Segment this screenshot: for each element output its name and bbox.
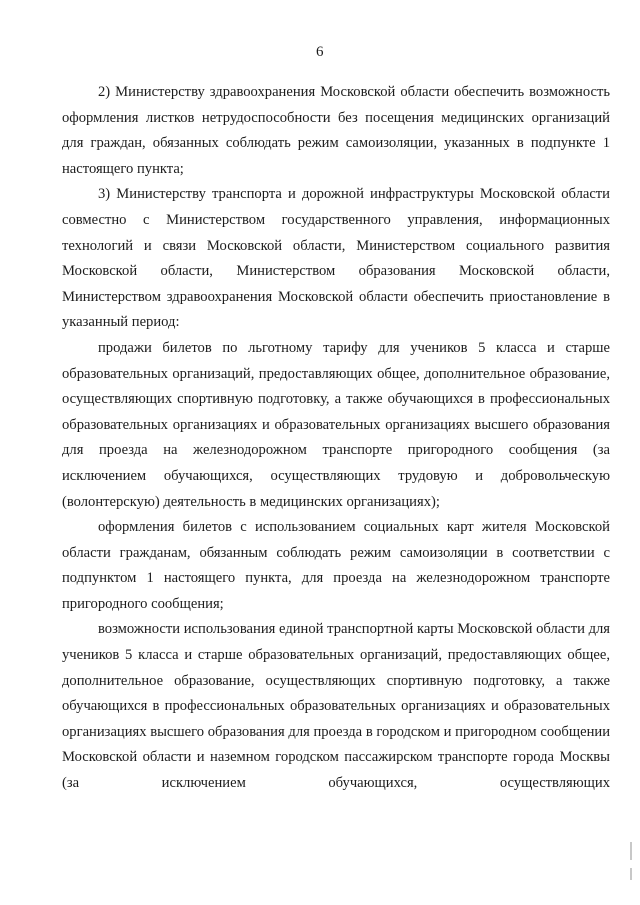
paragraph-ministry-health: 2) Министерству здравоохранения Московской области обеспечить возможность оформления листков нетрудоспособности без посещения медицинских организаций для граждан, обязанных соблюдать режим самоизоляции, указанных в подпункте 1 настоящего пункта; [62,84,610,177]
page-number: 6 [316,44,324,60]
paragraph-ministry-transport: 3) Министерству транспорта и дорожной инфраструктуры Московской области совместно с Министерством государственного управления, информационных технологий и связи Московской области, Министерством социального развития Московской области, Министерством образования Московской области, Министерством здравоохранения Московской области обеспечить приостановление в указанный период: [62,186,610,331]
paragraph-social-cards: оформления билетов с использованием социальных карт жителя Московской области гражданам, обязанным соблюдать режим самоизоляции в соответствии с подпунктом 1 настоящего пункта, для проезда на железнодорожном транспорте пригородного сообщения; [62,519,610,612]
document-body [62,80,610,797]
paragraph-transport-card: возможности использования единой транспортной карты Московской области для учеников 5 класса и старше образовательных организаций, предоставляющих общее, дополнительное образование, осуществляющих спортивную подготовку, а также обучающихся в профессиональных образовательных организациях и образовательных организациях высшего образования для проезда в городском и пригородном сообщении Московской области и наземном городском пассажирском транспорте города Москвы (за исключением обучающихся, осуществляющих [62,621,610,792]
paragraph-preferential-tickets: продажи билетов по льготному тарифу для учеников 5 класса и старше образовательных организаций, предоставляющих общее, дополнительное образование, осуществляющих спортивную подготовку, а также обучающихся в профессиональных образовательных организациях и образовательных организациях высшего образования для проезда на железнодорожном транспорте пригородного сообщения (за исключением обучающихся, осуществляющих трудовую и добровольческую (волонтерскую) деятельность в медицинских организациях); [62,339,610,510]
scan-edge-mark [630,868,632,880]
scan-edge-mark [630,842,632,860]
